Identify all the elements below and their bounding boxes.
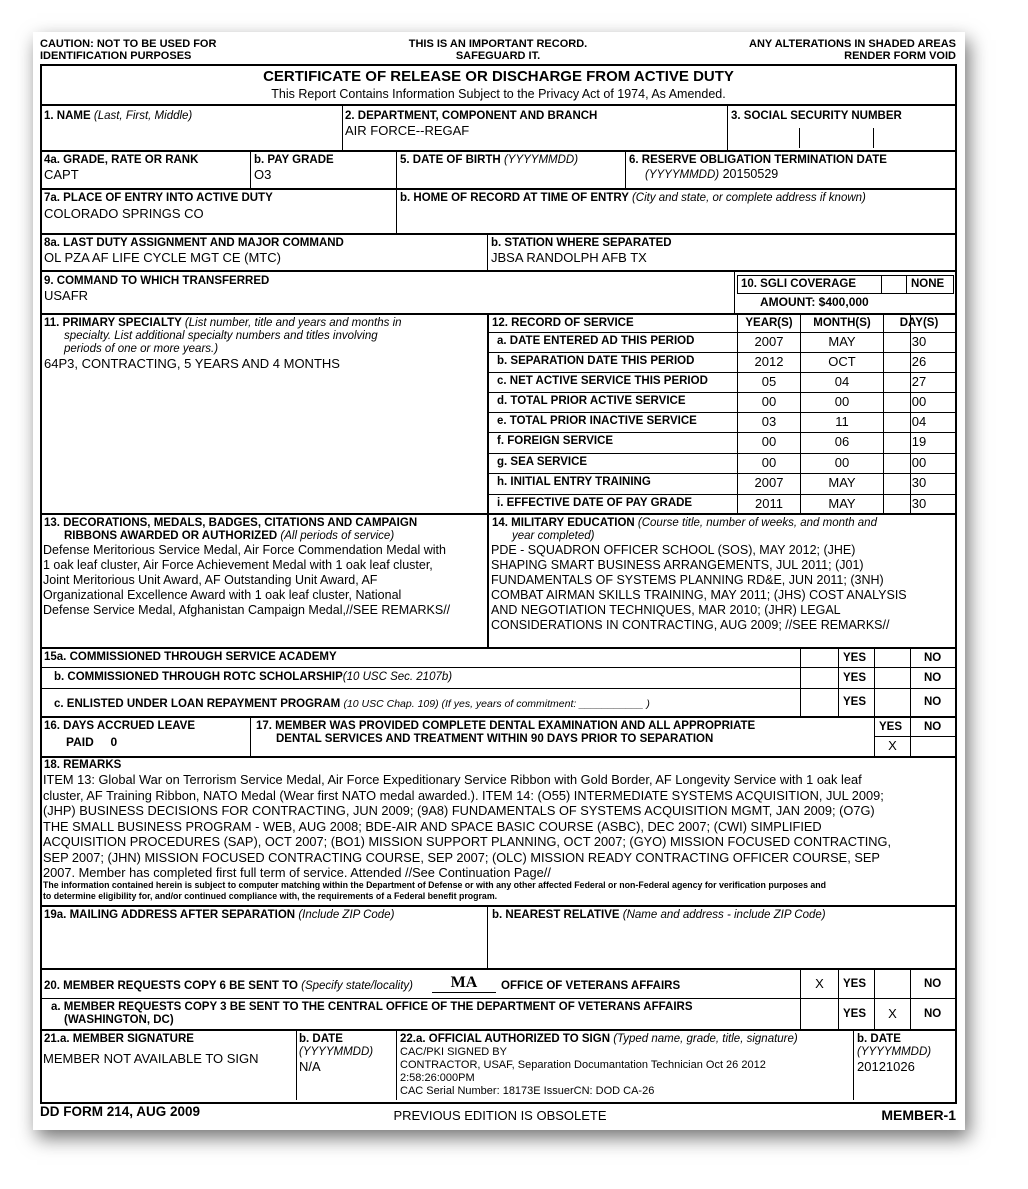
table-row-label: d. TOTAL PRIOR ACTIVE SERVICE: [497, 395, 686, 407]
leave-label: 16. DAYS ACCRUED LEAVE: [44, 720, 196, 732]
copy6-state: MA: [432, 974, 496, 993]
table-cell-days: 04: [911, 414, 927, 429]
home-record-label: b. HOME OF RECORD AT TIME OF ENTRY (City and state, or complete address if known): [400, 192, 866, 204]
official-date-label: b. DATE: [857, 1033, 901, 1045]
official-label: 22.a. OFFICIAL AUTHORIZED TO SIGN (Typed name, grade, title, signature): [400, 1033, 798, 1045]
name-label: 1. NAME (Last, First, Middle): [44, 110, 193, 122]
entry-place-value: COLORADO SPRINGS CO: [44, 206, 204, 221]
academy-no: NO: [924, 652, 942, 664]
table-row-label: e. TOTAL PRIOR INACTIVE SERVICE: [497, 415, 697, 427]
signature-date-label: b. DATE: [299, 1033, 343, 1045]
department-value: AIR FORCE--REGAF: [345, 123, 470, 138]
form-title: CERTIFICATE OF RELEASE OR DISCHARGE FROM ACTIVE DUTY: [263, 68, 734, 85]
loan-yes: YES: [843, 696, 867, 708]
official-date-value: 20121026: [857, 1059, 915, 1074]
last-duty-label: 8a. LAST DUTY ASSIGNMENT AND MAJOR COMMAND: [44, 237, 344, 249]
table-cell-years: 2007: [754, 475, 784, 490]
table-cell-days: 19: [911, 434, 927, 449]
loan-label: c. ENLISTED UNDER LOAN REPAYMENT PROGRAM (10 USC Chap. 109) (If yes, years of commitment: ___________ ): [54, 698, 650, 710]
copy3-label: a. MEMBER REQUESTS COPY 3 BE SENT TO THE CENTRAL OFFICE OF THE DEPARTMENT OF VETERANS AFFAIRS: [51, 1001, 693, 1013]
table-row-label: g. SEA SERVICE: [497, 456, 588, 468]
pay-grade-label: b. PAY GRADE: [254, 154, 334, 166]
table-row-label: f. FOREIGN SERVICE: [497, 435, 614, 447]
copy6-no: NO: [924, 978, 942, 990]
member-signature-value: MEMBER NOT AVAILABLE TO SIGN: [43, 1051, 259, 1066]
dob-label: 5. DATE OF BIRTH (YYYYMMDD): [400, 154, 579, 166]
specialty-hint3: periods of one or more years.): [64, 343, 219, 355]
grade-value: CAPT: [44, 167, 79, 182]
dental-no: NO: [924, 721, 942, 733]
table-cell-months: OCT: [828, 354, 856, 369]
caution-notice: CAUTION: NOT TO BE USED FOR IDENTIFICATION PURPOSES: [40, 38, 217, 62]
table-cell-years: 00: [761, 455, 777, 470]
member-signature-label: 21.a. MEMBER SIGNATURE: [44, 1033, 194, 1045]
months-header: MONTH(S): [813, 317, 871, 329]
table-cell-days: 30: [911, 475, 927, 490]
grid-line: [489, 332, 957, 333]
copy-number: MEMBER-1: [881, 1107, 956, 1123]
loan-no: NO: [924, 696, 942, 708]
rotc-label: b. COMMISSIONED THROUGH ROTC SCHOLARSHIP(10 USC Sec. 2107b): [54, 671, 453, 683]
obsolete-notice: PREVIOUS EDITION IS OBSOLETE: [393, 1108, 607, 1123]
pay-grade-value: O3: [254, 167, 272, 182]
table-cell-years: 00: [761, 434, 777, 449]
table-cell-months: MAY: [828, 496, 856, 511]
table-cell-months: 00: [834, 394, 850, 409]
table-row-label: b. SEPARATION DATE THIS PERIOD: [497, 355, 695, 367]
sgli-none-label: NONE: [911, 278, 945, 290]
decorations-label-2: RIBBONS AWARDED OR AUTHORIZED (All periods of service): [64, 530, 395, 542]
ssn-label: 3. SOCIAL SECURITY NUMBER: [731, 110, 902, 122]
dental-label-2: DENTAL SERVICES AND TREATMENT WITHIN 90 DAYS PRIOR TO SEPARATION: [276, 733, 714, 745]
table-row-label: a. DATE ENTERED AD THIS PERIOD: [497, 335, 695, 347]
dental-yes-mark: X: [888, 738, 897, 753]
form-number: DD FORM 214, AUG 2009: [40, 1104, 201, 1119]
dental-yes: YES: [879, 721, 903, 733]
signature-date-value: N/A: [299, 1059, 321, 1074]
table-cell-months: 06: [834, 434, 850, 449]
education-text: PDE - SQUADRON OFFICER SCHOOL (SOS), MAY 2012; (JHE) SHAPING SMART BUSINESS ARRANGEMENTS, JUL 2011; (J01) FUNDAMENTALS OF SYSTEMS PLANNING RD&E, JUN 2011; (3NH) COMBAT AIRMAN SKILLS TRAINING, MAY 2011; (JHS) COST ANALYSIS AND NEGOTIATION TECHNIQUES, MAR 2010; (JHR) LEGAL CONSIDERATIONS IN CONTRACTING, AUG 2009; //SEE REMARKS//: [491, 543, 907, 632]
grid-line: [489, 372, 957, 373]
table-row-label: i. EFFECTIVE DATE OF PAY GRADE: [497, 497, 693, 509]
table-cell-months: 11: [835, 414, 849, 429]
table-cell-months: MAY: [828, 334, 856, 349]
grade-label: 4a. GRADE, RATE OR RANK: [44, 154, 199, 166]
sgli-label: 10. SGLI COVERAGE: [741, 278, 857, 290]
record-of-service-label: 12. RECORD OF SERVICE: [492, 317, 634, 329]
grid-line: [489, 352, 957, 353]
table-cell-days: 00: [911, 394, 927, 409]
table-cell-months: 04: [834, 374, 850, 389]
table-cell-years: 00: [761, 394, 777, 409]
table-cell-days: 30: [911, 334, 927, 349]
official-date-hint: (YYYYMMDD): [857, 1046, 932, 1058]
decorations-label: 13. DECORATIONS, MEDALS, BADGES, CITATIONS AND CAMPAIGN: [44, 517, 418, 529]
grid-line: [489, 453, 957, 454]
table-row-label: h. INITIAL ENTRY TRAINING: [497, 476, 651, 488]
alteration-notice: ANY ALTERATIONS IN SHADED AREAS RENDER FORM VOID: [749, 38, 956, 62]
specialty-hint2: specialty. List additional specialty numbers and titles involving: [64, 330, 378, 342]
remarks-label: 18. REMARKS: [44, 759, 122, 771]
sgli-amount: AMOUNT: $400,000: [760, 295, 869, 309]
copy3-yes: YES: [843, 1008, 867, 1020]
rotc-no: NO: [924, 672, 942, 684]
command-label: 9. COMMAND TO WHICH TRANSFERRED: [44, 275, 270, 287]
copy6-yes-mark: X: [815, 976, 824, 991]
leave-paid: PAID 0: [66, 735, 118, 749]
copy3-no-mark: X: [888, 1006, 897, 1021]
computer-matching-notice: The information contained herein is subject to computer matching within the Department of Defense or with any other affected Federal or non-Federal agency for verification purposes and to determine eligibility for, and/or continued compliance with, the requirements of a Federal benefit program.: [43, 880, 827, 901]
copy6-label: 20. MEMBER REQUESTS COPY 6 BE SENT TO (Specify state/locality): [44, 980, 413, 992]
copy3-label-2: (WASHINGTON, DC): [64, 1014, 174, 1026]
record-notice: THIS IS AN IMPORTANT RECORD. SAFEGUARD IT.: [408, 38, 588, 62]
entry-place-label: 7a. PLACE OF ENTRY INTO ACTIVE DUTY: [44, 192, 273, 204]
grid-line: [489, 432, 957, 433]
table-cell-days: 27: [911, 374, 927, 389]
last-duty-value: OL PZA AF LIFE CYCLE MGT CE (MTC): [44, 250, 281, 265]
years-header: YEAR(S): [745, 317, 793, 329]
copy6-suffix: OFFICE OF VETERANS AFFAIRS: [501, 980, 681, 992]
rotc-yes: YES: [843, 672, 867, 684]
education-label: 14. MILITARY EDUCATION (Course title, number of weeks, and month and: [492, 517, 877, 529]
education-hint: year completed): [512, 530, 595, 542]
copy3-no: NO: [924, 1008, 942, 1020]
table-cell-years: 2007: [754, 334, 784, 349]
copy6-yes: YES: [843, 978, 867, 990]
privacy-subtitle: This Report Contains Information Subject to the Privacy Act of 1974, As Amended.: [271, 87, 726, 101]
table-cell-days: 26: [911, 354, 927, 369]
table-cell-years: 2012: [754, 354, 784, 369]
table-cell-years: 03: [761, 414, 777, 429]
days-header: DAY(S): [899, 317, 939, 329]
grid-line: [489, 412, 957, 413]
station-value: JBSA RANDOLPH AFB TX: [491, 250, 647, 265]
grid-line: [489, 392, 957, 393]
specialty-label: 11. PRIMARY SPECIALTY (List number, title and years and months in: [44, 317, 402, 329]
academy-label: 15a. COMMISSIONED THROUGH SERVICE ACADEMY: [44, 651, 337, 663]
grid-line: [489, 473, 957, 474]
dental-label: 17. MEMBER WAS PROVIDED COMPLETE DENTAL EXAMINATION AND ALL APPROPRIATE: [256, 720, 756, 732]
academy-yes: YES: [843, 652, 867, 664]
remarks-text: ITEM 13: Global War on Terrorism Service Medal, Air Force Expeditionary Service Ribbon with Gold Border, AF Longevity Service with 1 oak leaf cluster, AF Training Ribbon, NATO Medal (Wear first NATO medal awarded.). ITEM 14: (O55) INTERMEDIATE SYSTEMS ACQUISITION, JUL 2009; (JHP) BUSINESS DECISIONS FOR CONTRACTING, JUN 2009; (9A8) FUNDAMENTALS OF SYSTEMS ACQUISITION MGMT, JAN 2009; (O7G) THE SMALL BUSINESS PROGRAM - WEB, AUG 2008; BDE-AIR AND SPACE BASIC COURSE (ASBC), DEC 2007; (CWI) SIMPLIFIED ACQUISITION PROCEDURES (SAP), OCT 2007; (BO1) MISSION SUPPORT PLANNING, OCT 2007; (GYO) MISSION FOCUSED CONTRACTING, SEP 2007; (JHN) MISSION FOCUSED CONTRACTING COURSE, SEP 2007; (OLC) MISSION READY CONTRACTING OFFICER COURSE, SEP 2007. Member has completed first full term of service. Attended //See Continuation Page//: [43, 772, 892, 880]
table-cell-years: 05: [761, 374, 777, 389]
decorations-text: Defense Meritorious Service Medal, Air Force Commendation Medal with 1 oak leaf cluster, Air Force Achievement Medal with 1 oak leaf cluster, Joint Meritorious Unit Award, AF Outstanding Unit Award, AF Organizational Excellence Award with 1 oak leaf cluster, National Defense Service Medal, Afghanistan Campaign Medal,//SEE REMARKS//: [43, 543, 451, 617]
grid-line: [489, 494, 957, 495]
mailing-address-label: 19a. MAILING ADDRESS AFTER SEPARATION (Include ZIP Code): [44, 909, 395, 921]
signature-date-hint: (YYYYMMDD): [299, 1046, 374, 1058]
table-cell-months: 00: [834, 455, 850, 470]
reserve-date-value: (YYYYMMDD) 20150529: [645, 167, 779, 181]
official-signature-block: CAC/PKI SIGNED BY CONTRACTOR, USAF, Separation Documantation Technician Oct 26 2012 2:58:26:000PM CAC Serial Number: 18173E IssuerCN: DOD CA-26: [400, 1046, 766, 1097]
table-cell-days: 00: [911, 455, 927, 470]
department-label: 2. DEPARTMENT, COMPONENT AND BRANCH: [345, 110, 598, 122]
table-cell-days: 30: [911, 496, 927, 511]
table-row-label: c. NET ACTIVE SERVICE THIS PERIOD: [497, 375, 708, 387]
specialty-value: 64P3, CONTRACTING, 5 YEARS AND 4 MONTHS: [44, 356, 340, 371]
table-cell-years: 2011: [755, 496, 783, 511]
reserve-date-label: 6. RESERVE OBLIGATION TERMINATION DATE: [629, 154, 887, 166]
table-cell-months: MAY: [828, 475, 856, 490]
command-value: USAFR: [44, 288, 89, 303]
station-label: b. STATION WHERE SEPARATED: [491, 237, 672, 249]
nearest-relative-label: b. NEAREST RELATIVE (Name and address - include ZIP Code): [492, 909, 826, 921]
